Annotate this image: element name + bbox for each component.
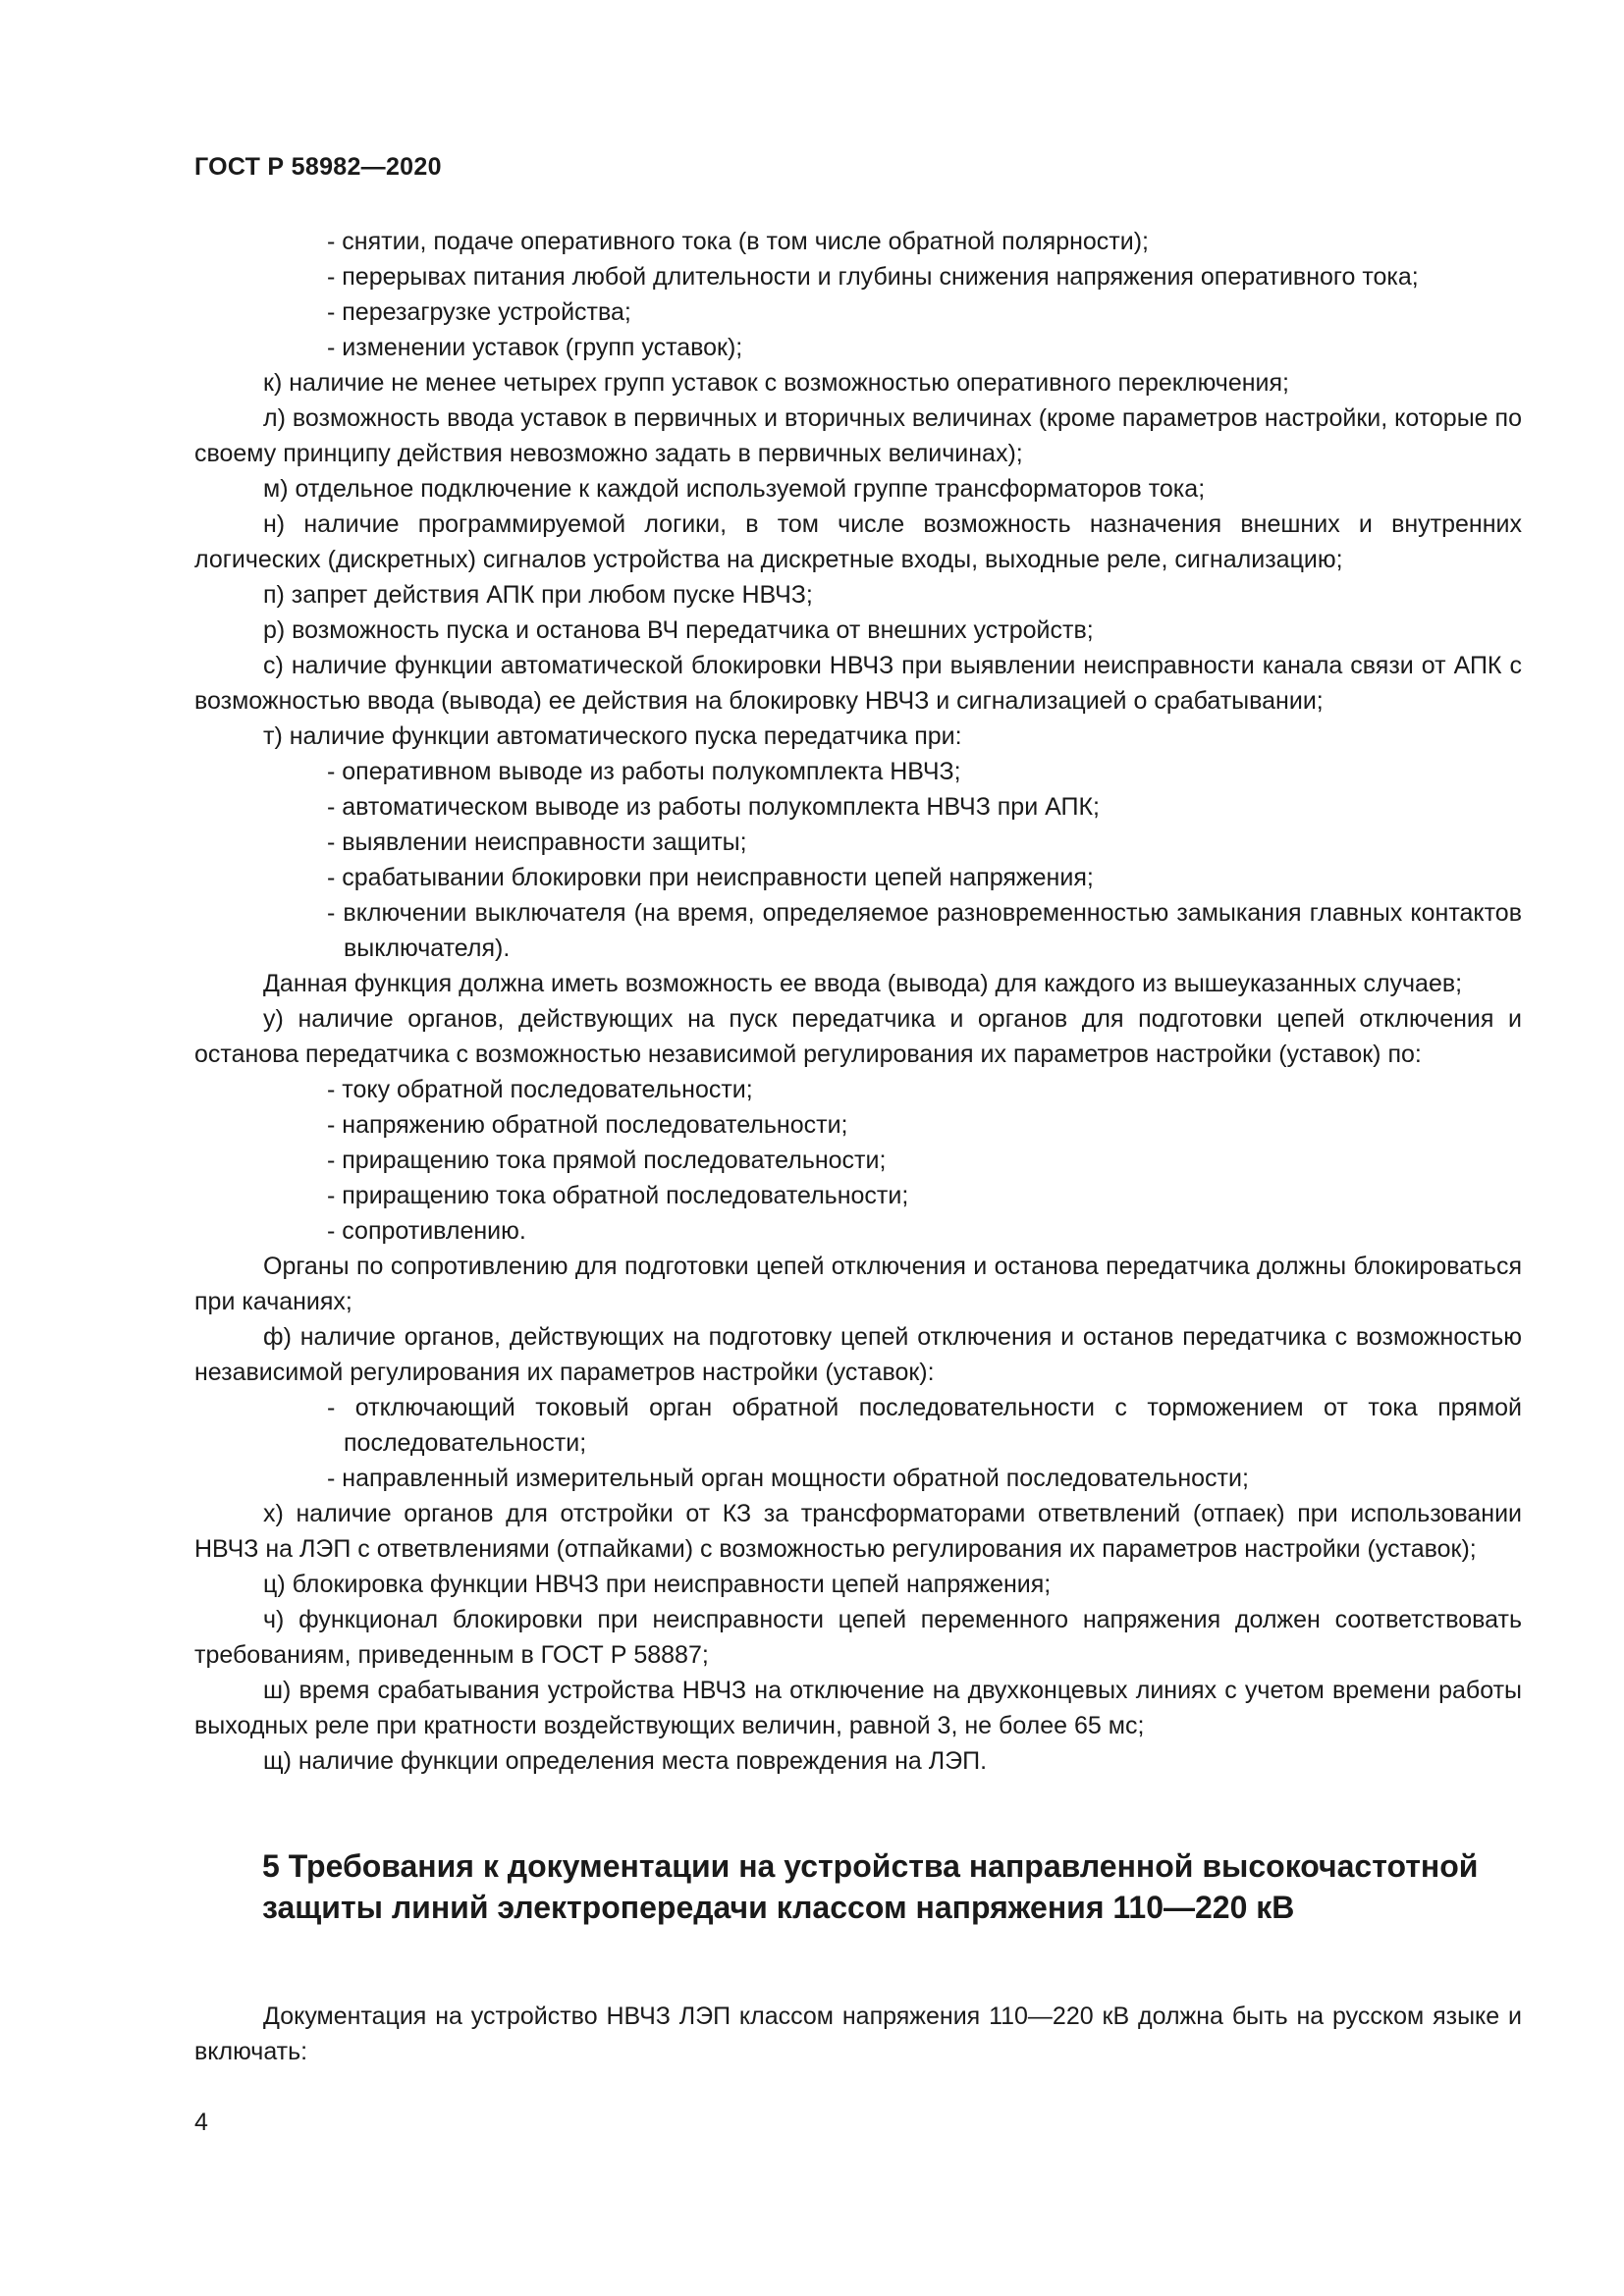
paragraph: х) наличие органов для отстройки от КЗ за трансформаторами ответвлений (отпаек) при использовании НВЧЗ на ЛЭП с ответвлениями (отпайками) с возможностью регулирования их параметров настройки (уставок); <box>194 1500 1522 1563</box>
list-item: - току обратной последовательности; <box>327 1076 753 1103</box>
list-item: - напряжению обратной последовательности; <box>327 1111 848 1139</box>
section-paragraph: Документация на устройство НВЧЗ ЛЭП классом напряжения 110—220 кВ должна быть на русском языке и включать: <box>194 2002 1522 2065</box>
paragraph: ч) функционал блокировки при неисправности цепей переменного напряжения должен соответствовать требованиям, приведенным в ГОСТ Р 58887; <box>194 1606 1522 1669</box>
paragraph: ш) время срабатывания устройства НВЧЗ на отключение на двухконцевых линиях с учетом времени работы выходных реле при кратности воздействующих величин, равной 3, не более 65 мс; <box>194 1677 1522 1739</box>
list-item: - перерывах питания любой длительности и глубины снижения напряжения оперативного тока; <box>327 263 1419 291</box>
list-item: - выявлении неисправности защиты; <box>327 828 747 856</box>
paragraph: у) наличие органов, действующих на пуск передатчика и органов для подготовки цепей отключения и останова передатчика с возможностью независимой регулирования их параметров настройки (уставок) по: <box>194 1005 1522 1068</box>
list-item: - изменении уставок (групп уставок); <box>327 334 743 361</box>
list-item: - перезагрузке устройства; <box>327 298 631 326</box>
paragraph: ц) блокировка функции НВЧЗ при неисправности цепей напряжения; <box>263 1571 1052 1598</box>
list-item: - снятии, подаче оперативного тока (в том числе обратной полярности); <box>327 228 1149 255</box>
paragraph: к) наличие не менее четырех групп уставок с возможностью оперативного переключения; <box>263 369 1289 397</box>
paragraph: т) наличие функции автоматического пуска передатчика при: <box>263 722 962 750</box>
list-item: - включении выключателя (на время, определяемое разновременностью замыкания главных контактов выключателя). <box>327 899 1522 962</box>
paragraph: н) наличие программируемой логики, в том числе возможность назначения внешних и внутренних логических (дискретных) сигналов устройства на дискретные входы, выходные реле, сигнализацию; <box>194 510 1522 573</box>
list-item: - автоматическом выводе из работы полукомплекта НВЧЗ при АПК; <box>327 793 1100 821</box>
document-header: ГОСТ Р 58982—2020 <box>194 153 442 181</box>
list-item: - приращению тока прямой последовательности; <box>327 1147 887 1174</box>
paragraph: ф) наличие органов, действующих на подготовку цепей отключения и останов передатчика с возможностью независимой регулирования их параметров настройки (уставок): <box>194 1323 1522 1386</box>
list-item-wrapper <box>194 860 1522 895</box>
list-item-wrapper <box>194 825 1522 860</box>
paragraph: л) возможность ввода уставок в первичных и вторичных величинах (кроме параметров настройки, которые по своему принципу действия невозможно задать в первичных величинах); <box>194 404 1522 467</box>
list-item: - приращению тока обратной последовательности; <box>327 1182 909 1209</box>
list-item-wrapper <box>194 895 1522 966</box>
section-heading: 5 Требования к документации на устройства направленной высокочастотной защиты линий электропередачи классом напряжения 110—220 кВ <box>262 1848 1479 1925</box>
paragraph: Данная функция должна иметь возможность ее ввода (вывода) для каждого из вышеуказанных случаев; <box>263 970 1463 997</box>
list-item: - направленный измерительный орган мощности обратной последовательности; <box>327 1465 1249 1492</box>
list-item-wrapper <box>194 789 1522 825</box>
list-item-wrapper <box>194 1461 1522 1496</box>
list-item-wrapper <box>194 1390 1522 1461</box>
page-number: 4 <box>194 2109 208 2136</box>
list-item-wrapper <box>194 754 1522 789</box>
paragraph: п) запрет действия АПК при любом пуске НВЧЗ; <box>263 581 813 609</box>
list-item: - отключающий токовый орган обратной последовательности с торможением от тока прямой последовательности; <box>327 1394 1522 1457</box>
document-body <box>194 224 1522 1779</box>
paragraph: р) возможность пуска и останова ВЧ передатчика от внешних устройств; <box>263 616 1094 644</box>
list-item: - срабатывании блокировки при неисправности цепей напряжения; <box>327 864 1094 891</box>
list-item: - сопротивлению. <box>327 1217 526 1245</box>
paragraph: Органы по сопротивлению для подготовки цепей отключения и останова передатчика должны блокироваться при качаниях; <box>194 1253 1522 1315</box>
list-item: - оперативном выводе из работы полукомплекта НВЧЗ; <box>327 758 961 785</box>
paragraph: с) наличие функции автоматической блокировки НВЧЗ при выявлении неисправности канала связи от АПК с возможностью ввода (вывода) ее действия на блокировку НВЧЗ и сигнализацией о срабатывании; <box>194 652 1522 715</box>
paragraph: щ) наличие функции определения места повреждения на ЛЭП. <box>263 1747 988 1775</box>
paragraph: м) отдельное подключение к каждой используемой группе трансформаторов тока; <box>263 475 1206 503</box>
